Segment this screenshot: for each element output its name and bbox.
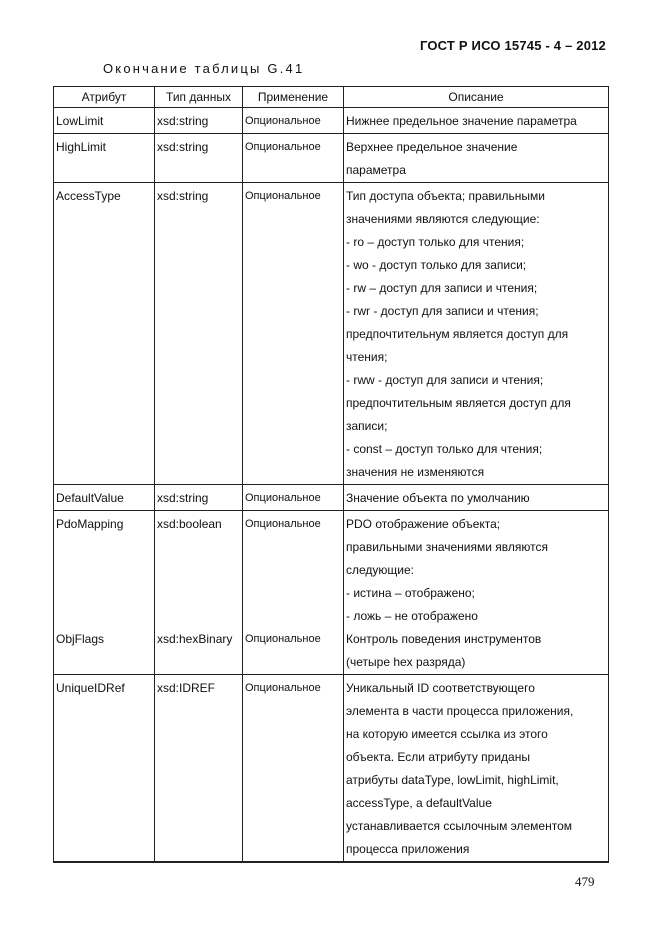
data-type-cell [155, 183, 243, 485]
data-type-cell [155, 675, 243, 863]
spacer [56, 605, 152, 628]
sub-data-type-value: xsd:hexBinary [157, 632, 233, 646]
description-cell [344, 675, 609, 863]
description-line: Тип доступа объекта; правильными [346, 189, 545, 203]
data-type-value: xsd:string [157, 491, 209, 505]
table-row [54, 134, 609, 183]
description-line: - истина – отображено; [346, 586, 475, 600]
attribute-name: DefaultValue [56, 491, 124, 505]
description-line: чтения; [346, 350, 388, 364]
spacer [56, 559, 152, 582]
table-row [54, 485, 609, 511]
spacer [157, 582, 240, 605]
header-attribute: Атрибут [54, 87, 155, 108]
spacer [245, 559, 341, 582]
spacer [157, 536, 240, 559]
usage-cell [243, 485, 344, 511]
description-line: - rw – доступ для записи и чтения; [346, 281, 538, 295]
description-line: PDO отображение объекта; [346, 517, 501, 531]
sub-usage-value: Опциональное [245, 633, 321, 645]
description-line: значения не изменяются [346, 465, 485, 479]
description-line: Верхнее предельное значение [346, 140, 518, 154]
spacer [245, 536, 341, 559]
attribute-cell [54, 183, 155, 485]
data-type-cell [155, 485, 243, 511]
table-header-row [54, 87, 609, 108]
description-line: процесса приложения [346, 842, 470, 856]
attribute-cell [54, 675, 155, 863]
data-type-value: xsd:IDREF [157, 681, 216, 695]
description-line: - rww - доступ для записи и чтения; [346, 373, 544, 387]
attribute-name: LowLimit [56, 114, 104, 128]
attribute-cell [54, 511, 155, 675]
data-type-value: xsd:string [157, 189, 209, 203]
spacer [56, 582, 152, 605]
sub-description-line: (четыре hex разряда) [346, 655, 466, 669]
usage-cell [243, 675, 344, 863]
attribute-cell [54, 108, 155, 134]
spacer [245, 605, 341, 628]
spacer [56, 536, 152, 559]
description-line: элемента в части процесса приложения, [346, 704, 574, 718]
header-usage: Применение [243, 87, 344, 108]
usage-value: Опциональное [245, 492, 321, 504]
attributes-table [53, 86, 609, 863]
description-line: - rwr - доступ для записи и чтения; [346, 304, 539, 318]
data-type-cell [155, 108, 243, 134]
sub-attribute-name: ObjFlags [56, 632, 105, 646]
description-line: - const – доступ только для чтения; [346, 442, 543, 456]
table-row [54, 108, 609, 134]
description-cell [344, 183, 609, 485]
spacer [245, 582, 341, 605]
description-line: Уникальный ID соответствующего [346, 681, 535, 695]
data-type-cell [155, 134, 243, 183]
usage-cell [243, 134, 344, 183]
description-cell [344, 511, 609, 675]
description-cell [344, 485, 609, 511]
data-type-value: xsd:boolean [157, 517, 222, 531]
usage-cell [243, 183, 344, 485]
usage-value: Опциональное [245, 115, 321, 127]
description-line: правильными значениями являются [346, 540, 548, 554]
description-line: предпочтительнум является доступ для [346, 327, 569, 341]
data-type-cell [155, 511, 243, 675]
spacer [157, 605, 240, 628]
description-line: Нижнее предельное значение параметра [346, 114, 577, 128]
description-cell [344, 134, 609, 183]
usage-cell [243, 108, 344, 134]
header-data-type: Тип данных [155, 87, 243, 108]
table-row [54, 675, 609, 863]
description-line: - wo - доступ только для записи; [346, 258, 527, 272]
attribute-name: UniqueIDRef [56, 681, 125, 695]
description-line: значениями являются следующие: [346, 212, 540, 226]
description-line: на которую имеется ссылка из этого [346, 727, 548, 741]
usage-cell [243, 511, 344, 675]
table-row [54, 183, 609, 485]
description-line: Значение объекта по умолчанию [346, 491, 530, 505]
description-line: следующие: [346, 563, 414, 577]
description-line: - ro – доступ только для чтения; [346, 235, 525, 249]
description-line: параметра [346, 163, 406, 177]
attribute-cell [54, 134, 155, 183]
usage-value: Опциональное [245, 682, 321, 694]
page-number: 479 [575, 874, 595, 889]
description-line: - ложь – не отображено [346, 609, 478, 623]
data-type-value: xsd:string [157, 140, 209, 154]
attribute-name: PdoMapping [56, 517, 124, 531]
attribute-name: HighLimit [56, 140, 107, 154]
data-type-value: xsd:string [157, 114, 209, 128]
header-description: Описание [344, 87, 609, 108]
table-row [54, 511, 609, 675]
attribute-name: AccessType [56, 189, 121, 203]
table-caption: Окончание таблицы G.41 [103, 61, 305, 76]
description-line: записи; [346, 419, 388, 433]
table-body [54, 108, 609, 863]
standard-header: ГОСТ Р ИСО 15745 - 4 – 2012 [419, 38, 606, 53]
description-line: атрибуты dataType, lowLimit, highLimit, [346, 773, 559, 787]
usage-value: Опциональное [245, 141, 321, 153]
description-line: accessType, а defaultValue [346, 796, 492, 810]
attribute-cell [54, 485, 155, 511]
usage-value: Опциональное [245, 190, 321, 202]
description-cell [344, 108, 609, 134]
spacer [157, 559, 240, 582]
description-line: предпочтительным является доступ для [346, 396, 571, 410]
description-line: устанавливается ссылочным элементом [346, 819, 573, 833]
usage-value: Опциональное [245, 518, 321, 530]
sub-description-line: Контроль поведения инструментов [346, 632, 542, 646]
description-line: объекта. Если атрибуту приданы [346, 750, 530, 764]
